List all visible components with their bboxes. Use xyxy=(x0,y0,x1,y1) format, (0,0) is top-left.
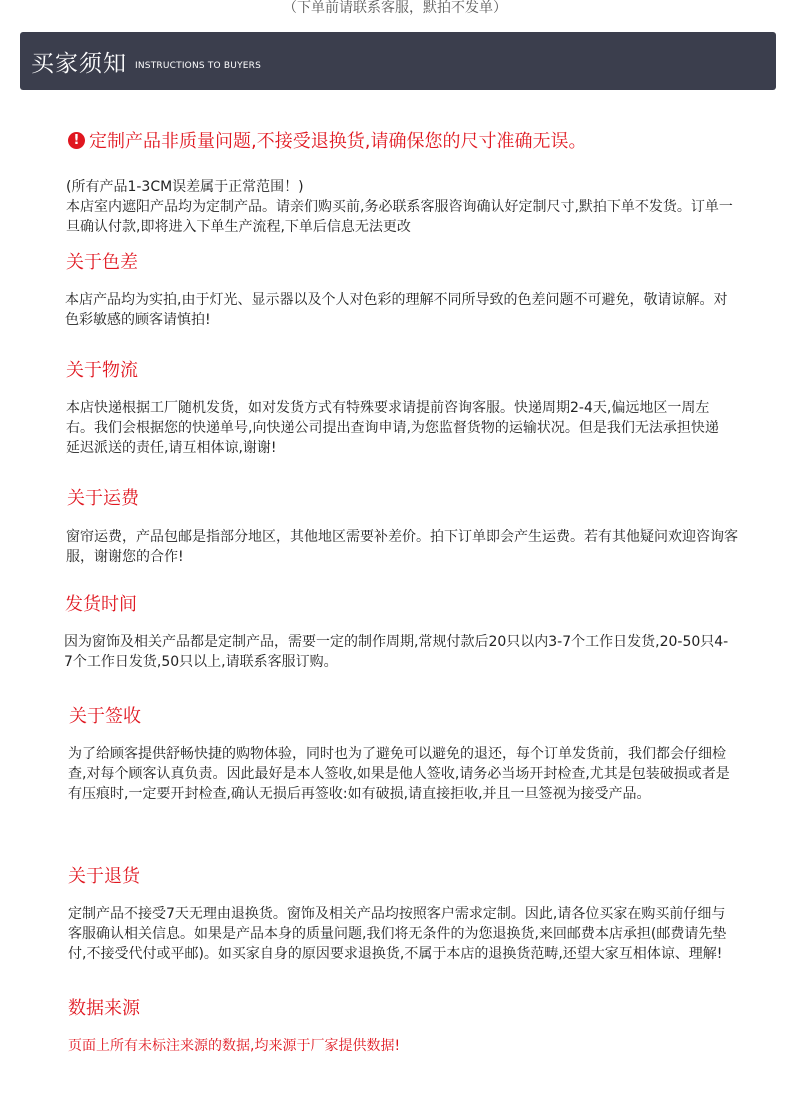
header-title: 买家须知 xyxy=(31,50,127,77)
section-title-data-source: 数据来源 xyxy=(68,998,140,1019)
header-bar xyxy=(20,32,776,90)
section-title-returns: 关于退货 xyxy=(68,866,140,887)
notice-text: 定制产品非质量问题,不接受退换货,请确保您的尺寸准确无误。 xyxy=(89,131,587,152)
section-body-ship-time: 因为窗饰及相关产品都是定制产品，需要一定的制作周期,常规付款后20只以内3-7个工作日发货,20-50只4-7个工作日发货,50只以上,请联系客服订购。 xyxy=(64,634,729,670)
section-title-ship-time: 发货时间 xyxy=(65,594,137,615)
section-body-receipt: 为了给顾客提供舒畅快捷的购物体验，同时也为了避免可以避免的退还，每个订单发货前，我们都会仔细检查,对每个顾客认真负责。因此最好是本人签收,如果是他人签收,请务必当场开封检查,尤其是包装破损或者是有压痕时,一定要开封检查,确认无损后再签收:如有破损,请直接拒收,并且一旦签视为接受产品。 xyxy=(68,746,730,802)
intro-line-1: (所有产品1-3CM误差属于正常范围！) xyxy=(66,179,304,195)
section-title-color: 关于色差 xyxy=(66,252,138,273)
section-body-logistics: 本店快递根据工厂随机发货，如对发货方式有特殊要求请提前咨询客服。快递周期2-4天,偏远地区一周左右。我们会根据您的快递单号,向快递公司提出查询申请,为您监督货物的运输状况。但是我们无法承担快递延迟派送的责任,请互相体谅,谢谢! xyxy=(66,400,719,456)
section-title-logistics: 关于物流 xyxy=(66,360,138,381)
section-title-shipping-fee: 关于运费 xyxy=(67,488,139,509)
section-body-data-source: 页面上所有未标注来源的数据,均来源于厂家提供数据! xyxy=(68,1038,401,1054)
section-body-returns: 定制产品不接受7天无理由退换货。窗饰及相关产品均按照客户需求定制。因此,请各位买家在购买前仔细与客服确认相关信息。如果是产品本身的质量问题,我们将无条件的为您退换货,来回邮费本店承担(邮费请先垫付,不接受代付或平邮)。如买家自身的原因要求退换货,不属于本店的退换货范畴,还望大家互相体谅、理解! xyxy=(68,906,727,962)
intro-line-2: 本店室内遮阳产品均为定制产品。请亲们购买前,务必联系客服咨询确认好定制尺寸,默拍下单不发货。订单一旦确认付款,即将进入下单生产流程,下单后信息无法更改 xyxy=(66,199,733,235)
header-subtitle: INSTRUCTIONS TO BUYERS xyxy=(135,60,262,71)
exclamation-icon: ! xyxy=(68,132,85,149)
notice-line xyxy=(68,127,586,153)
top-note: （下单前请联系客服，默拍不发单） xyxy=(283,0,507,16)
section-body-shipping-fee: 窗帘运费，产品包邮是指部分地区，其他地区需要补差价。拍下订单即会产生运费。若有其他疑问欢迎咨询客服，谢谢您的合作! xyxy=(66,529,738,565)
section-title-receipt: 关于签收 xyxy=(69,706,141,727)
intro-paragraph xyxy=(66,177,736,237)
section-body-color: 本店产品均为实拍,由于灯光、显示器以及个人对色彩的理解不同所导致的色差问题不可避免，敬请谅解。对色彩敏感的顾客请慎拍! xyxy=(65,292,728,328)
